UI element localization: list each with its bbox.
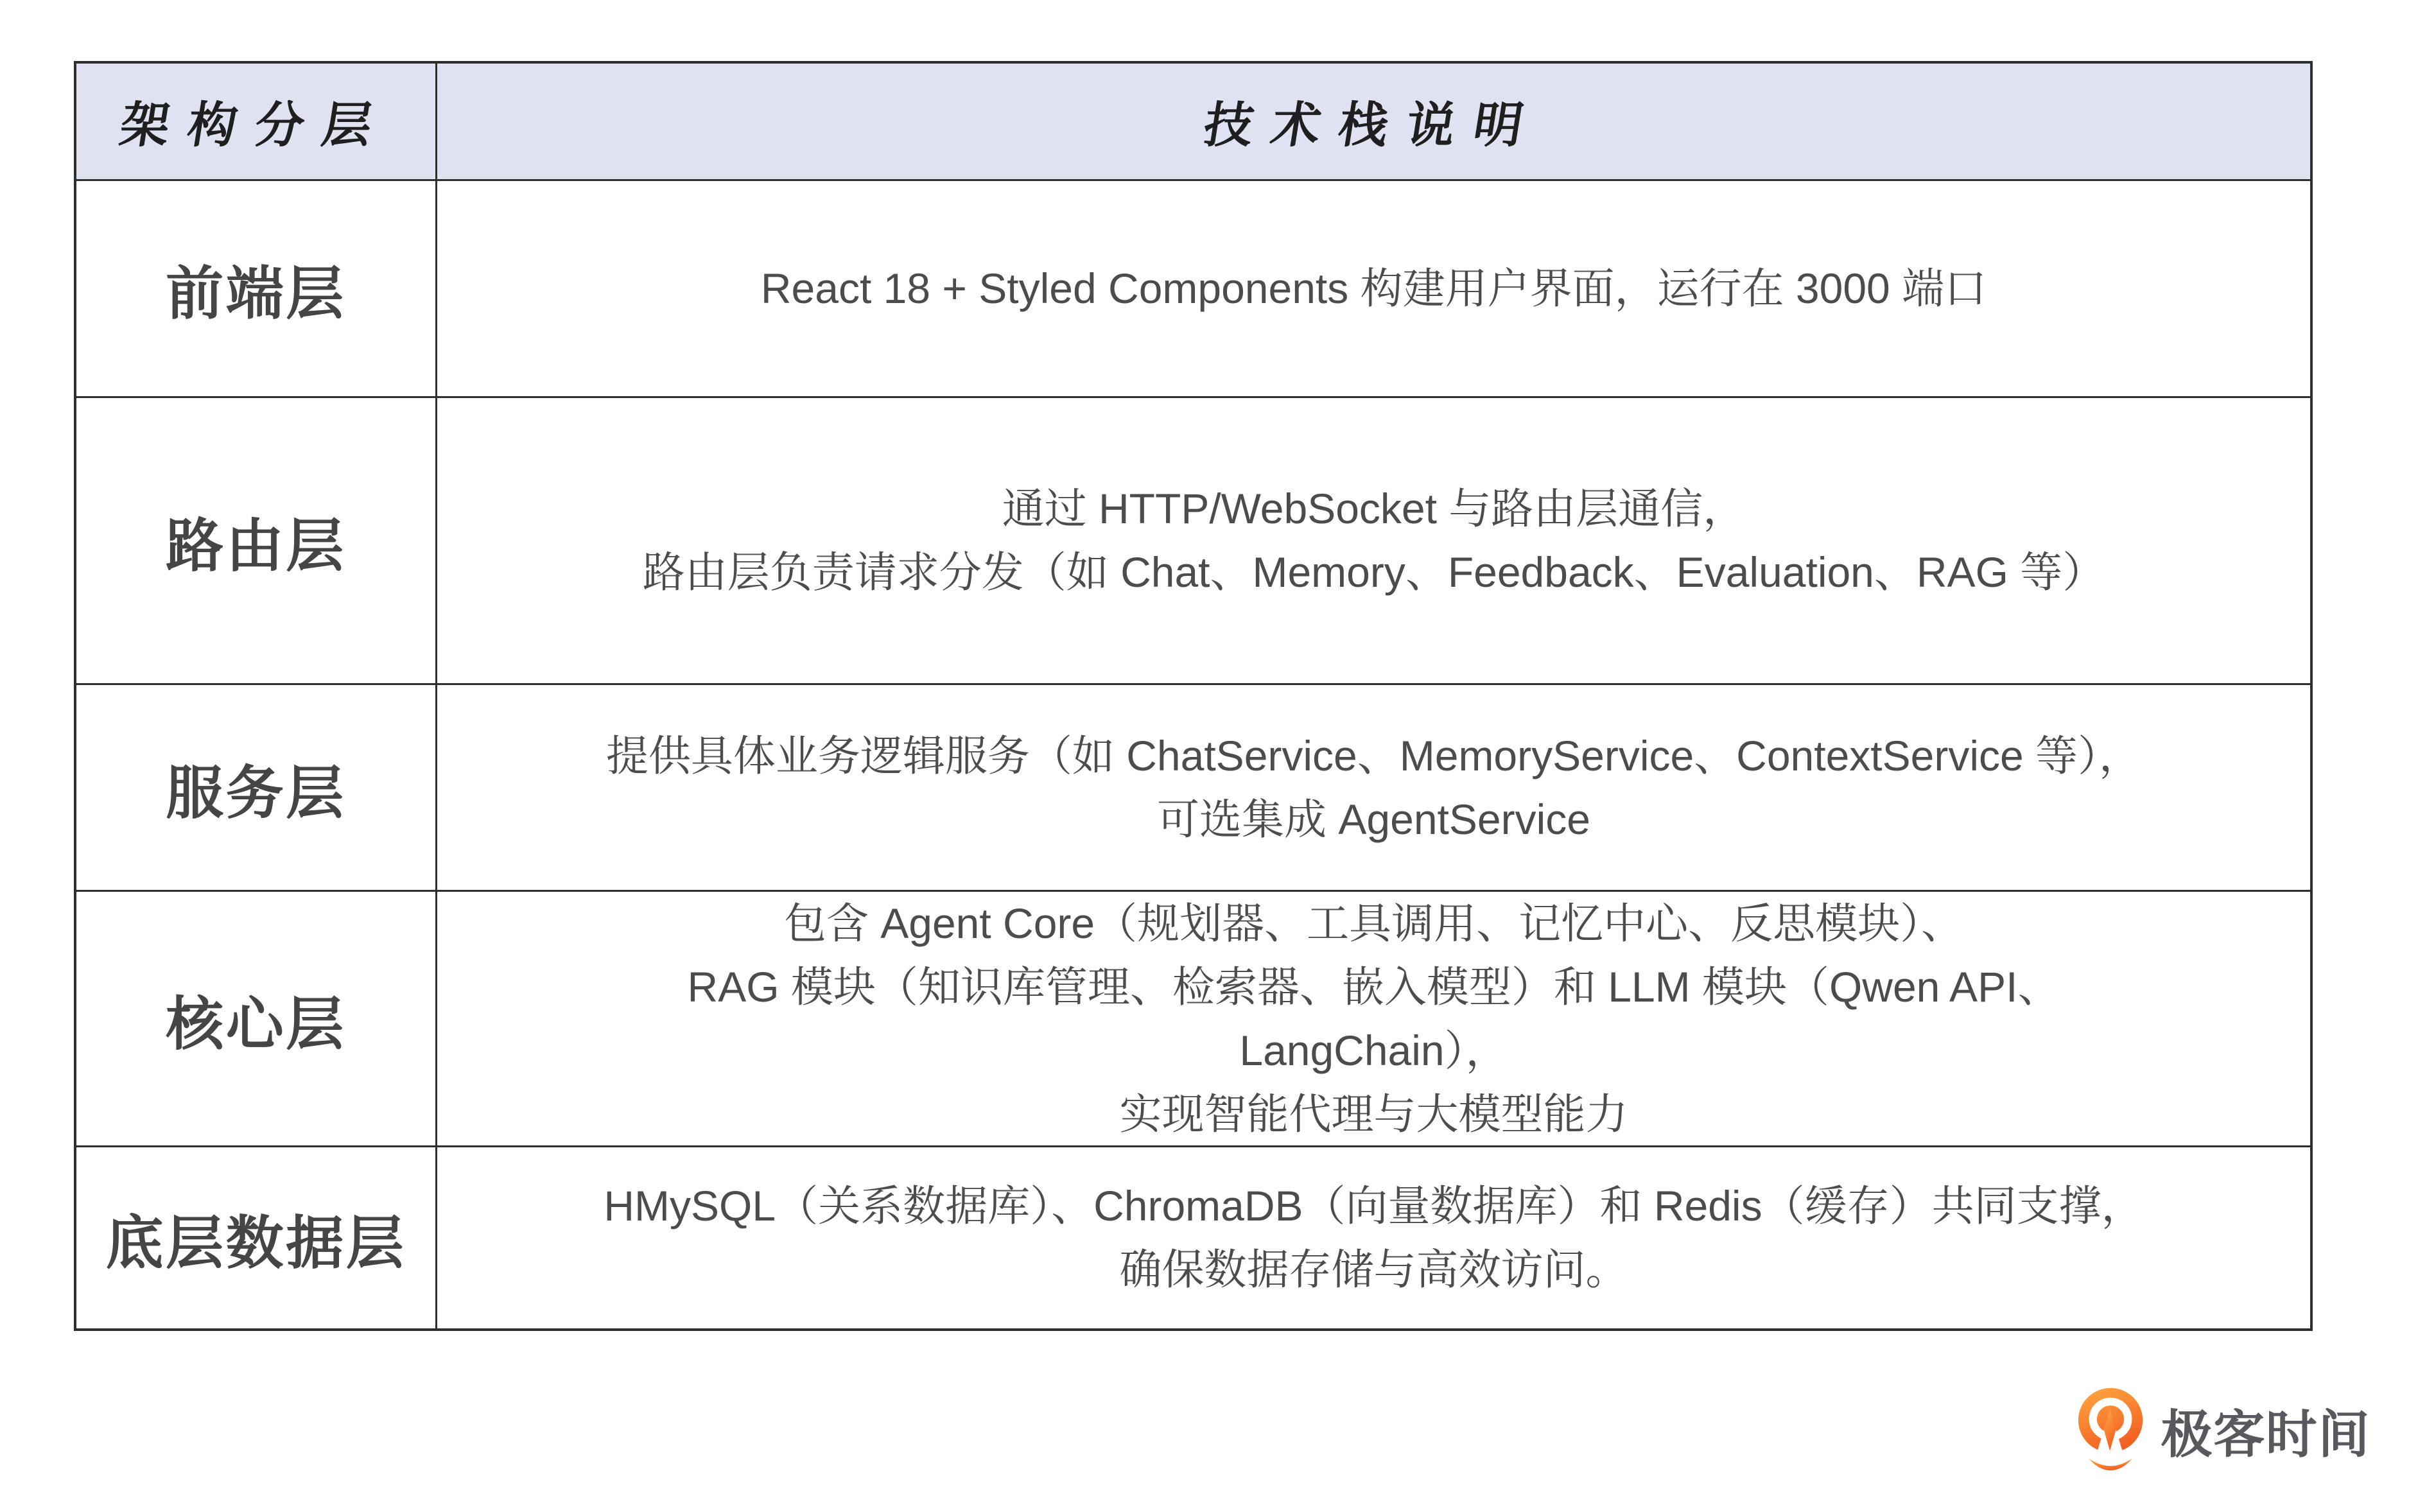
stack-line: 路由层负责请求分发（如 Chat、Memory、Feedback、Evaluation、RAG 等） [642,548,2105,596]
layer-name: 前端层 [166,262,346,327]
layer-cell [76,1147,437,1328]
layer-name: 路由层 [166,514,346,579]
layer-cell [76,892,437,1145]
layer-name: 底层数据层 [105,1212,406,1276]
table-header-row [76,64,2310,179]
stack-cell [437,1147,2310,1328]
stack-line: 提供具体业务逻辑服务（如 ChatService、MemoryService、ContextService 等）， [605,731,2142,779]
table-row-service [76,683,2310,890]
table-row-data [76,1145,2310,1328]
table-row-core [76,890,2310,1145]
geektime-logo-icon [2076,1387,2144,1472]
layer-cell [76,398,437,684]
stack-line: React 18 + Styled Components 构建用户界面，运行在 3000 端口 [760,264,1987,312]
stack-line: LangChain）， [1239,1026,1508,1074]
stack-line: 确保数据存储与高效访问。 [1119,1246,1628,1294]
table-row-frontend [76,179,2310,396]
header-cell-stack [437,64,2310,179]
geektime-logo-text: 极客时间 [2161,1405,2370,1463]
stack-line: HMySQL（关系数据库）、ChromaDB（向量数据库）和 Redis（缓存）共同支撑， [604,1182,2144,1230]
table-row-router [76,396,2310,684]
stack-line: RAG 模块（知识库管理、检索器、嵌入模型）和 LLM 模块（Qwen API、 [687,962,2060,1011]
stack-cell [437,398,2310,684]
stack-line: 可选集成 AgentService [1157,795,1590,843]
layer-name: 核心层 [166,992,346,1057]
stack-line: 通过 HTTP/WebSocket 与路由层通信， [1002,485,1746,533]
header-cell-layer [76,64,437,179]
stack-line: 实现智能代理与大模型能力 [1119,1090,1628,1138]
column-title-layer: 架构分层 [116,98,394,153]
layer-cell [76,181,437,396]
layer-cell [76,685,437,890]
stack-line: 包含 Agent Core（规划器、工具调用、记忆中心、反思模块）、 [783,899,1964,947]
architecture-table [74,61,2313,1331]
column-title-stack: 技术栈说明 [1200,98,1546,153]
stack-cell [437,181,2310,396]
geektime-brand [2076,1387,2370,1472]
stack-cell [437,685,2310,890]
stack-cell [437,892,2310,1145]
layer-name: 服务层 [166,761,346,826]
